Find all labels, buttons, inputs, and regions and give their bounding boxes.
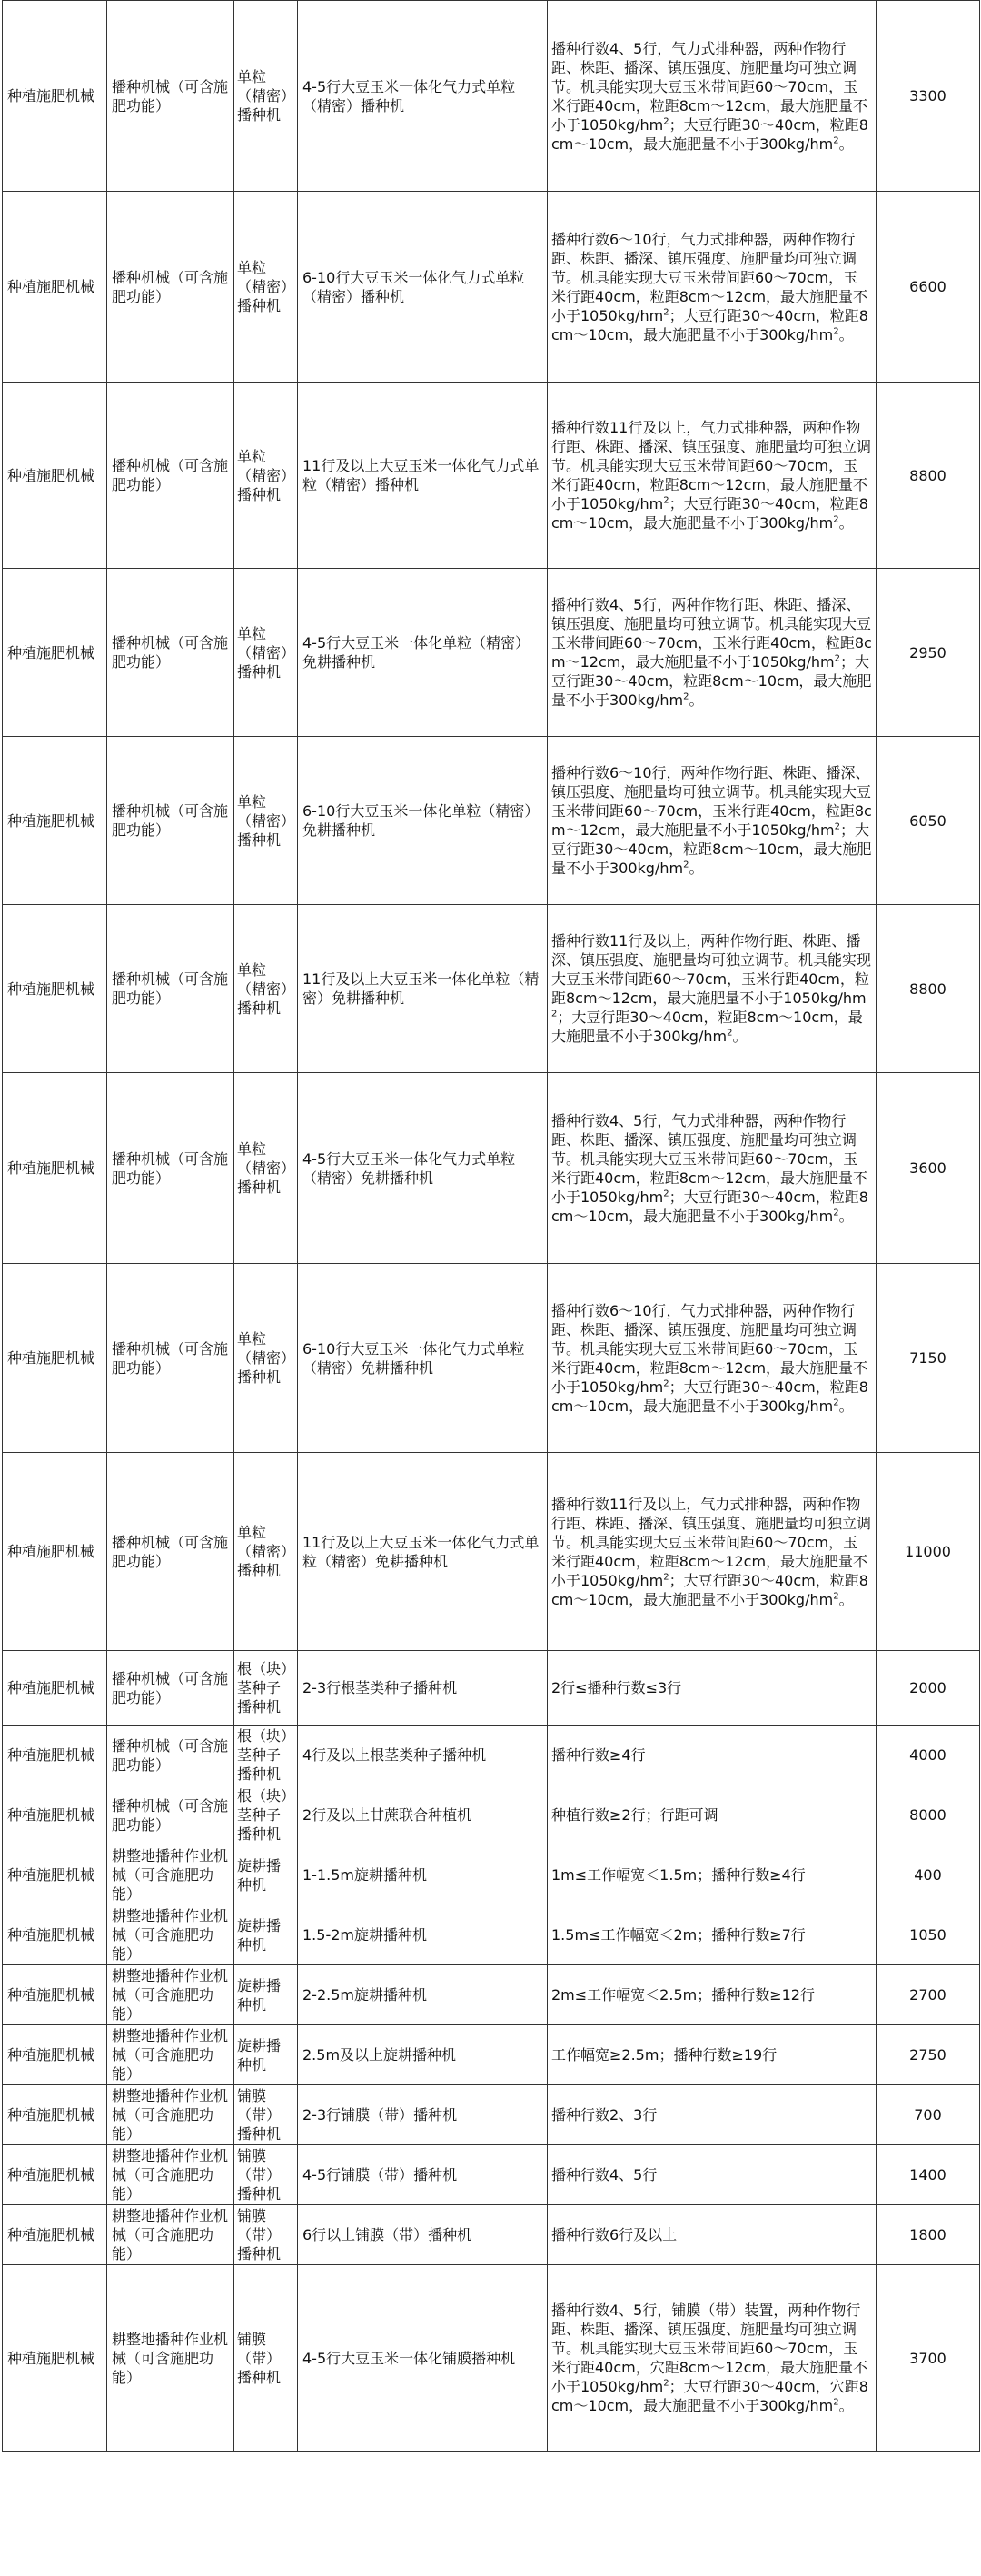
params-cell: 1m≤工作幅宽＜1.5m；播种行数≥4行	[548, 1845, 877, 1905]
subcategory-cell: 耕整地播种作业机械（可含施肥功能）	[107, 2205, 234, 2265]
params-cell: 播种行数4、5行，气力式排种器，两种作物行距、株距、播深、镇压强度、施肥量均可独立调节。机具能实现大豆玉米带间距60～70cm，玉米行距40cm，粒距8cm～12cm，最大施肥量不小于$1050kg/hm^2$；大豆行距30～40cm，粒距8cm～10cm，最大施肥量不小于$300kg/hm^2$。	[548, 1, 877, 192]
category-cell: 种植施肥机械	[3, 1726, 107, 1785]
category-cell: 种植施肥机械	[3, 2085, 107, 2145]
product-name-cell: 6-10行大豆玉米一体化气力式单粒（精密）免耕播种机	[298, 1264, 548, 1453]
item-cell: 旋耕播种机	[234, 2025, 298, 2085]
table-row	[3, 1453, 980, 1651]
product-name-cell: 2行及以上甘蔗联合种植机	[298, 1785, 548, 1845]
table-row	[3, 1, 980, 192]
params-cell: 2m≤工作幅宽＜2.5m；播种行数≥12行	[548, 1965, 877, 2025]
table-row	[3, 1785, 980, 1845]
product-name-cell: 6-10行大豆玉米一体化单粒（精密）免耕播种机	[298, 737, 548, 905]
table-row	[3, 2265, 980, 2452]
item-cell: 根（块）茎种子播种机	[234, 1785, 298, 1845]
subsidy-cell: 3700	[877, 2265, 980, 2452]
params-cell: 播种行数6～10行，气力式排种器，两种作物行距、株距、播深、镇压强度、施肥量均可独立调节。机具能实现大豆玉米带间距60～70cm，玉米行距40cm，粒距8cm～12cm，最大施肥量不小于$1050kg/hm^2$；大豆行距30～40cm，粒距8cm～10cm，最大施肥量不小于$300kg/hm^2$。	[548, 192, 877, 383]
table-row	[3, 2085, 980, 2145]
params-cell: 播种行数4、5行，两种作物行距、株距、播深、镇压强度、施肥量均可独立调节。机具能实现大豆玉米带间距60～70cm，玉米行距40cm，粒距8cm～12cm，最大施肥量不小于$1050kg/hm^2$；大豆行距30～40cm，粒距8cm～10cm，最大施肥量不小于$300kg/hm^2$。	[548, 569, 877, 737]
subcategory-cell: 播种机械（可含施肥功能）	[107, 1264, 234, 1453]
product-name-cell: 2-3行根茎类种子播种机	[298, 1651, 548, 1726]
item-cell: 铺膜（带）播种机	[234, 2085, 298, 2145]
category-cell: 种植施肥机械	[3, 2025, 107, 2085]
item-cell: 旋耕播种机	[234, 1965, 298, 2025]
product-name-cell: 6-10行大豆玉米一体化气力式单粒（精密）播种机	[298, 192, 548, 383]
product-name-cell: 11行及以上大豆玉米一体化气力式单粒（精密）免耕播种机	[298, 1453, 548, 1651]
table-row	[3, 569, 980, 737]
params-cell: 播种行数2、3行	[548, 2085, 877, 2145]
table-row	[3, 2025, 980, 2085]
subsidy-cell: 3300	[877, 1, 980, 192]
item-cell: 根（块）茎种子播种机	[234, 1651, 298, 1726]
item-cell: 旋耕播种机	[234, 1845, 298, 1905]
subsidy-cell: 1050	[877, 1905, 980, 1965]
product-name-cell: 2.5m及以上旋耕播种机	[298, 2025, 548, 2085]
subsidy-cell: 2700	[877, 1965, 980, 2025]
item-cell: 铺膜（带）播种机	[234, 2265, 298, 2452]
subsidy-cell: 7150	[877, 1264, 980, 1453]
subcategory-cell: 耕整地播种作业机械（可含施肥功能）	[107, 1905, 234, 1965]
subcategory-cell: 播种机械（可含施肥功能）	[107, 1, 234, 192]
category-cell: 种植施肥机械	[3, 383, 107, 569]
subsidy-cell: 3600	[877, 1073, 980, 1264]
subcategory-cell: 播种机械（可含施肥功能）	[107, 1726, 234, 1785]
category-cell: 种植施肥机械	[3, 2205, 107, 2265]
item-cell: 单粒（精密）播种机	[234, 1073, 298, 1264]
subcategory-cell: 耕整地播种作业机械（可含施肥功能）	[107, 1845, 234, 1905]
subcategory-cell: 播种机械（可含施肥功能）	[107, 1651, 234, 1726]
subsidy-cell: 4000	[877, 1726, 980, 1785]
category-cell: 种植施肥机械	[3, 1845, 107, 1905]
item-cell: 根（块）茎种子播种机	[234, 1726, 298, 1785]
item-cell: 单粒（精密）播种机	[234, 383, 298, 569]
category-cell: 种植施肥机械	[3, 1, 107, 192]
product-name-cell: 4-5行大豆玉米一体化气力式单粒（精密）播种机	[298, 1, 548, 192]
product-name-cell: 11行及以上大豆玉米一体化气力式单粒（精密）播种机	[298, 383, 548, 569]
category-cell: 种植施肥机械	[3, 1264, 107, 1453]
category-cell: 种植施肥机械	[3, 2145, 107, 2205]
params-cell: 种植行数≥2行；行距可调	[548, 1785, 877, 1845]
product-name-cell: 4-5行大豆玉米一体化气力式单粒（精密）免耕播种机	[298, 1073, 548, 1264]
table-body	[3, 1, 980, 2452]
params-cell: 1.5m≤工作幅宽＜2m；播种行数≥7行	[548, 1905, 877, 1965]
subsidy-cell: 8800	[877, 905, 980, 1073]
params-cell: 工作幅宽≥2.5m；播种行数≥19行	[548, 2025, 877, 2085]
product-name-cell: 4-5行大豆玉米一体化铺膜播种机	[298, 2265, 548, 2452]
product-name-cell: 4-5行铺膜（带）播种机	[298, 2145, 548, 2205]
params-cell: 播种行数≥4行	[548, 1726, 877, 1785]
category-cell: 种植施肥机械	[3, 905, 107, 1073]
table-row	[3, 737, 980, 905]
subsidy-cell: 8000	[877, 1785, 980, 1845]
subsidy-cell: 11000	[877, 1453, 980, 1651]
category-cell: 种植施肥机械	[3, 1651, 107, 1726]
subcategory-cell: 播种机械（可含施肥功能）	[107, 569, 234, 737]
product-name-cell: 4-5行大豆玉米一体化单粒（精密）免耕播种机	[298, 569, 548, 737]
subcategory-cell: 耕整地播种作业机械（可含施肥功能）	[107, 1965, 234, 2025]
product-name-cell: 1.5-2m旋耕播种机	[298, 1905, 548, 1965]
product-name-cell: 11行及以上大豆玉米一体化单粒（精密）免耕播种机	[298, 905, 548, 1073]
item-cell: 铺膜（带）播种机	[234, 2145, 298, 2205]
subcategory-cell: 播种机械（可含施肥功能）	[107, 192, 234, 383]
subcategory-cell: 播种机械（可含施肥功能）	[107, 1453, 234, 1651]
subsidy-cell: 1400	[877, 2145, 980, 2205]
item-cell: 单粒（精密）播种机	[234, 905, 298, 1073]
table-row	[3, 2205, 980, 2265]
table-row	[3, 905, 980, 1073]
subsidy-cell: 8800	[877, 383, 980, 569]
category-cell: 种植施肥机械	[3, 2265, 107, 2452]
table-row	[3, 1905, 980, 1965]
params-cell: 2行≤播种行数≤3行	[548, 1651, 877, 1726]
subsidy-cell: 700	[877, 2085, 980, 2145]
category-cell: 种植施肥机械	[3, 1905, 107, 1965]
subsidy-table	[2, 0, 980, 2452]
subcategory-cell: 播种机械（可含施肥功能）	[107, 737, 234, 905]
subsidy-cell: 2000	[877, 1651, 980, 1726]
item-cell: 单粒（精密）播种机	[234, 192, 298, 383]
table-row	[3, 1073, 980, 1264]
table-row	[3, 1264, 980, 1453]
subsidy-cell: 1800	[877, 2205, 980, 2265]
table-row	[3, 383, 980, 569]
params-cell: 播种行数4、5行	[548, 2145, 877, 2205]
params-cell: 播种行数6～10行，两种作物行距、株距、播深、镇压强度、施肥量均可独立调节。机具能实现大豆玉米带间距60～70cm，玉米行距40cm，粒距8cm～12cm，最大施肥量不小于$1050kg/hm^2$；大豆行距30～40cm，粒距8cm～10cm，最大施肥量不小于$300kg/hm^2$。	[548, 737, 877, 905]
subcategory-cell: 耕整地播种作业机械（可含施肥功能）	[107, 2085, 234, 2145]
subcategory-cell: 耕整地播种作业机械（可含施肥功能）	[107, 2025, 234, 2085]
subcategory-cell: 播种机械（可含施肥功能）	[107, 1785, 234, 1845]
params-cell: 播种行数4、5行，气力式排种器，两种作物行距、株距、播深、镇压强度、施肥量均可独立调节。机具能实现大豆玉米带间距60～70cm，玉米行距40cm，粒距8cm～12cm，最大施肥量不小于$1050kg/hm^2$；大豆行距30～40cm，粒距8cm～10cm，最大施肥量不小于$300kg/hm^2$。	[548, 1073, 877, 1264]
item-cell: 单粒（精密）播种机	[234, 737, 298, 905]
table-row	[3, 1845, 980, 1905]
item-cell: 铺膜（带）播种机	[234, 2205, 298, 2265]
table-row	[3, 1965, 980, 2025]
params-cell: 播种行数6行及以上	[548, 2205, 877, 2265]
item-cell: 单粒（精密）播种机	[234, 569, 298, 737]
product-name-cell: 2-3行铺膜（带）播种机	[298, 2085, 548, 2145]
subsidy-cell: 6600	[877, 192, 980, 383]
category-cell: 种植施肥机械	[3, 1965, 107, 2025]
category-cell: 种植施肥机械	[3, 1453, 107, 1651]
product-name-cell: 2-2.5m旋耕播种机	[298, 1965, 548, 2025]
params-cell: 播种行数6～10行，气力式排种器，两种作物行距、株距、播深、镇压强度、施肥量均可独立调节。机具能实现大豆玉米带间距60～70cm，玉米行距40cm，粒距8cm～12cm，最大施肥量不小于$1050kg/hm^2$；大豆行距30～40cm，粒距8cm～10cm，最大施肥量不小于$300kg/hm^2$。	[548, 1264, 877, 1453]
item-cell: 单粒（精密）播种机	[234, 1, 298, 192]
item-cell: 旋耕播种机	[234, 1905, 298, 1965]
category-cell: 种植施肥机械	[3, 737, 107, 905]
params-cell: 播种行数4、5行，铺膜（带）装置，两种作物行距、株距、播深、镇压强度、施肥量均可独立调节。机具能实现大豆玉米带间距60～70cm，玉米行距40cm，穴距8cm～12cm，最大施肥量不小于$1050kg/hm^2$；大豆行距30～40cm，穴距8cm～10cm，最大施肥量不小于$300kg/hm^2$。	[548, 2265, 877, 2452]
params-cell: 播种行数11行及以上，两种作物行距、株距、播深、镇压强度、施肥量均可独立调节。机具能实现大豆玉米带间距60～70cm，玉米行距40cm，粒距8cm～12cm，最大施肥量不小于$1050kg/hm^2$；大豆行距30～40cm，粒距8cm～10cm，最大施肥量不小于$300kg/hm^2$。	[548, 905, 877, 1073]
table-row	[3, 1726, 980, 1785]
product-name-cell: 1-1.5m旋耕播种机	[298, 1845, 548, 1905]
category-cell: 种植施肥机械	[3, 1073, 107, 1264]
subsidy-cell: 2950	[877, 569, 980, 737]
category-cell: 种植施肥机械	[3, 569, 107, 737]
category-cell: 种植施肥机械	[3, 1785, 107, 1845]
item-cell: 单粒（精密）播种机	[234, 1453, 298, 1651]
table-row	[3, 1651, 980, 1726]
subcategory-cell: 播种机械（可含施肥功能）	[107, 1073, 234, 1264]
product-name-cell: 4行及以上根茎类种子播种机	[298, 1726, 548, 1785]
subcategory-cell: 播种机械（可含施肥功能）	[107, 383, 234, 569]
params-cell: 播种行数11行及以上，气力式排种器，两种作物行距、株距、播深、镇压强度、施肥量均可独立调节。机具能实现大豆玉米带间距60～70cm，玉米行距40cm，粒距8cm～12cm，最大施肥量不小于$1050kg/hm^2$；大豆行距30～40cm，粒距8cm～10cm，最大施肥量不小于$300kg/hm^2$。	[548, 1453, 877, 1651]
params-cell: 播种行数11行及以上，气力式排种器，两种作物行距、株距、播深、镇压强度、施肥量均可独立调节。机具能实现大豆玉米带间距60～70cm，玉米行距40cm，粒距8cm～12cm，最大施肥量不小于$1050kg/hm^2$；大豆行距30～40cm，粒距8cm～10cm，最大施肥量不小于$300kg/hm^2$。	[548, 383, 877, 569]
product-name-cell: 6行以上铺膜（带）播种机	[298, 2205, 548, 2265]
subsidy-cell: 2750	[877, 2025, 980, 2085]
subcategory-cell: 耕整地播种作业机械（可含施肥功能）	[107, 2145, 234, 2205]
subsidy-cell: 400	[877, 1845, 980, 1905]
category-cell: 种植施肥机械	[3, 192, 107, 383]
subcategory-cell: 播种机械（可含施肥功能）	[107, 905, 234, 1073]
subsidy-cell: 6050	[877, 737, 980, 905]
subcategory-cell: 耕整地播种作业机械（可含施肥功能）	[107, 2265, 234, 2452]
table-row	[3, 192, 980, 383]
item-cell: 单粒（精密）播种机	[234, 1264, 298, 1453]
table-row	[3, 2145, 980, 2205]
